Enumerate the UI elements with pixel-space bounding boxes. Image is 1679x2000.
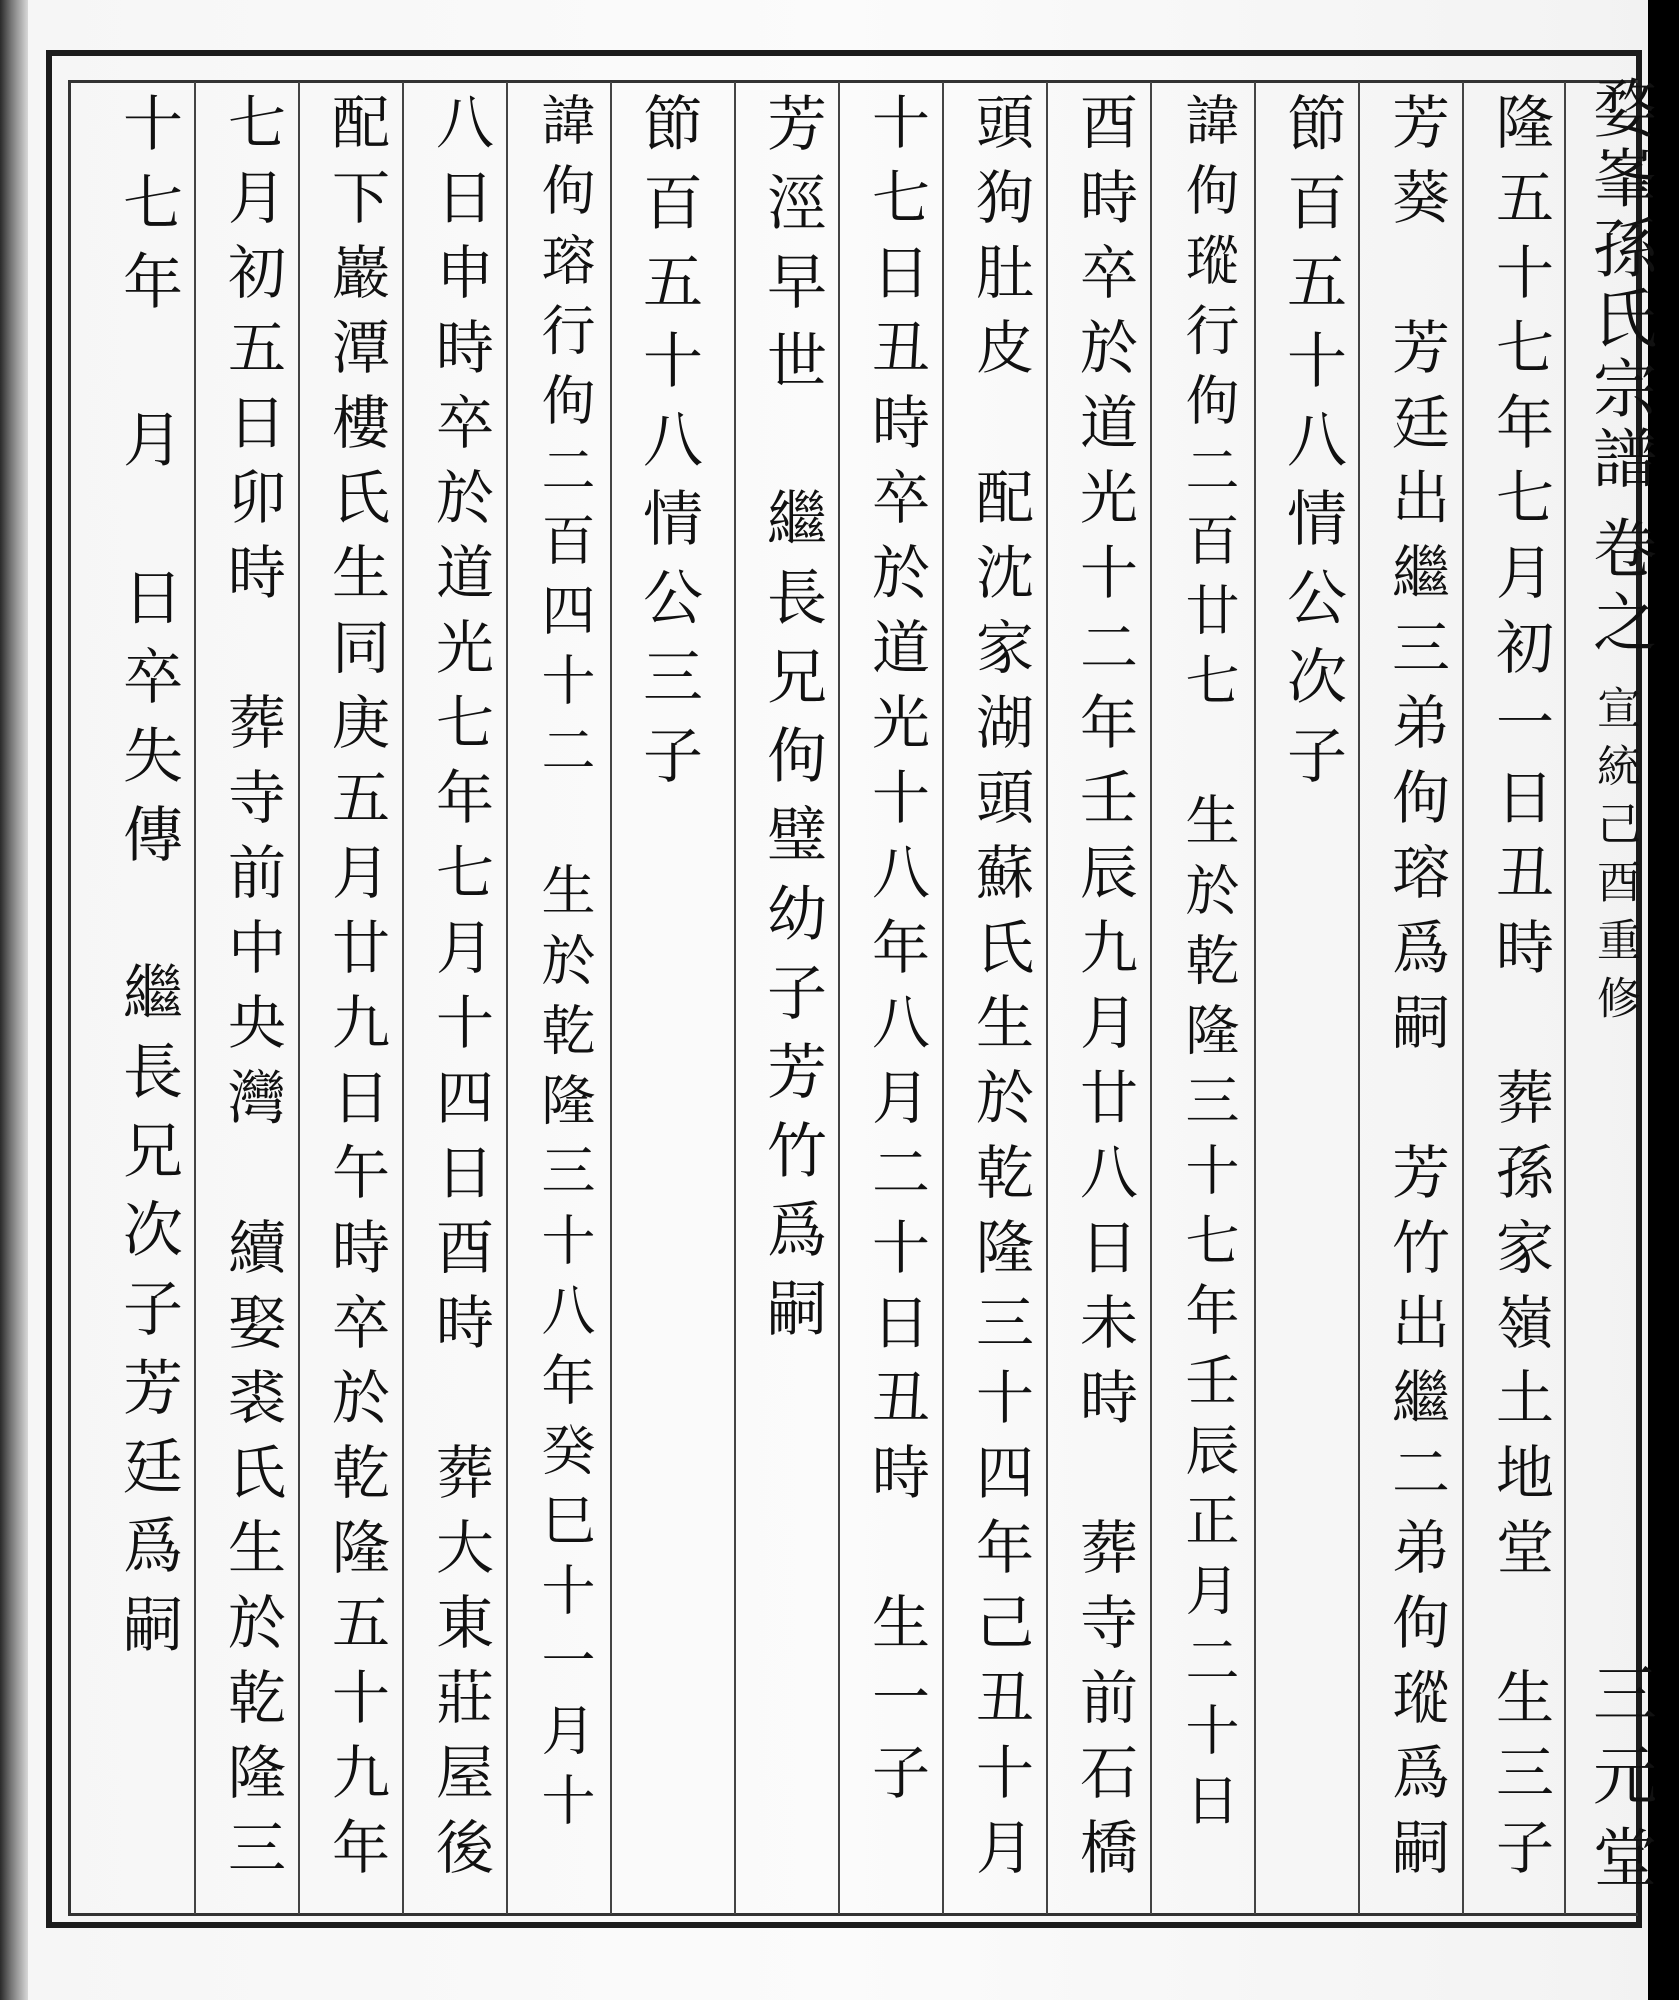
text-column-13: 七月初五日卯時 葬寺前中央灣 續娶裘氏生於乾隆三 [218, 92, 286, 1892]
header-column [1568, 75, 1656, 1915]
text-column-6: 頭狗肚皮 配沈家湖頭蘇氏生於乾隆三十四年己丑十月 [966, 92, 1034, 1892]
hall-name: 三元堂 [1582, 1660, 1656, 1906]
text-column-5: 酉時卒於道光十二年壬辰九月廿八日未時 葬寺前石橋 [1070, 92, 1138, 1892]
column-rule [734, 82, 736, 1914]
text-column-10: 諱佝瑢行佝二百四十二 生於乾隆三十八年癸巳十一月十 [533, 92, 596, 1842]
text-column-12: 配下巖潭樓氏生同庚五月廿九日午時卒於乾隆五十九年 [322, 92, 390, 1892]
text-column-8: 芳涇早世 繼長兄佝璧幼子芳竹爲嗣 [757, 92, 827, 1356]
volume-label: 卷之 [1582, 515, 1656, 663]
text-column-7: 十七日丑時卒於道光十八年八月二十日丑時 生一子 [862, 92, 930, 1817]
edition-label: 宣統己酉重修 [1589, 685, 1640, 1033]
text-column-11: 八日申時卒於道光七年七月十四日酉時 葬大東莊屋後 [426, 92, 494, 1892]
book-spine-edge [0, 0, 28, 2000]
text-column-1: 隆五十七年七月初一日丑時 葬孫家嶺土地堂 生三子 [1486, 92, 1554, 1892]
text-column-2: 芳葵 芳廷出繼三弟佝瑢爲嗣 芳竹出繼二弟佝瑽爲嗣 [1382, 92, 1450, 1892]
text-column-14: 十七年 月 日卒失傳 繼長兄次子芳廷爲嗣 [113, 92, 183, 1672]
text-column-9: 節百五十八情公三子 [633, 92, 703, 803]
genealogy-title: 婺峯孫氏宗譜 [1582, 75, 1656, 495]
text-column-4: 諱佝瑽行佝二百廿七 生於乾隆三十七年壬辰正月二十日 [1177, 92, 1240, 1842]
text-column-3: 節百五十八情公次子 [1277, 92, 1347, 803]
